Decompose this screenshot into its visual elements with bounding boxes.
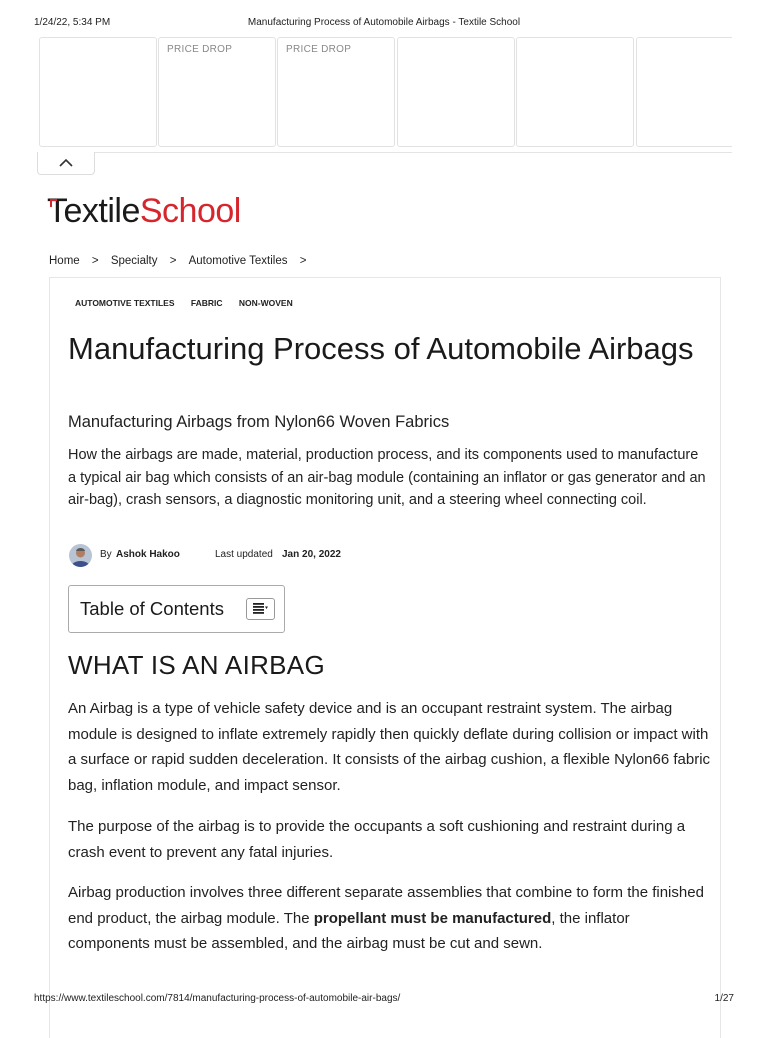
chevron-right-icon: > — [169, 255, 177, 267]
paragraph: An Airbag is a type of vehicle safety device and is an occupant restraint system. The airbag module is designed to inflate extremely rapidly then quickly deflate during collision or impact with a surface or rapid sudden deceleration. It consists of the airbag cushion, a flexible Nylon66 fabric bag, inflation module, and impact sensor. — [68, 700, 711, 794]
ad-card[interactable] — [397, 37, 515, 147]
tag-automotive-textiles[interactable]: AUTOMOTIVE TEXTILES — [75, 298, 175, 308]
breadcrumb-home[interactable]: Home — [49, 255, 80, 267]
ad-card[interactable] — [636, 37, 732, 147]
print-date: 1/24/22, 5:34 PM — [34, 17, 111, 28]
page-number: 1/27 — [714, 993, 734, 1004]
ad-card[interactable] — [39, 37, 157, 147]
print-footer — [34, 993, 734, 1007]
ad-tag: PRICE DROP — [167, 44, 233, 55]
article-excerpt: How the airbags are made, material, production process, and its components used to manufacture a typical air bag which consists of an air-bag module (containing an inflator or gas generator and an air-bag), crash sensors, a diagnostic monitoring unit, and a steering wheel connecting coil. — [68, 447, 706, 508]
logo-text-school: School — [139, 192, 241, 230]
logo-text-textile: Textile — [47, 192, 140, 230]
print-header — [34, 17, 734, 31]
site-logo[interactable] — [47, 192, 241, 231]
print-page-title: Manufacturing Process of Automobile Airbags - Textile School — [247, 17, 521, 28]
ad-card[interactable] — [158, 37, 276, 147]
ad-strip — [39, 37, 732, 147]
article-subtitle: Manufacturing Airbags from Nylon66 Woven Fabrics — [68, 413, 450, 431]
print-url: https://www.textileschool.com/7814/manufacturing-process-of-automobile-air-bags/ — [34, 993, 401, 1004]
table-of-contents[interactable] — [68, 585, 285, 633]
article-tags — [75, 298, 307, 308]
ad-card[interactable] — [516, 37, 634, 147]
breadcrumb — [49, 255, 315, 267]
list-toggle-icon — [253, 603, 268, 614]
tag-non-woven[interactable]: NON-WOVEN — [238, 298, 293, 308]
ad-card[interactable] — [277, 37, 395, 147]
ad-tag: PRICE DROP — [286, 44, 352, 55]
updated-label: Last updated — [215, 549, 273, 560]
tag-fabric[interactable]: FABRIC — [190, 298, 223, 308]
author-name[interactable]: Ashok Hakoo — [116, 549, 180, 560]
paragraph-text: , the inflator components must be assembled, and the airbag must be cut and sewn. — [68, 909, 630, 952]
chevron-up-icon — [59, 158, 73, 167]
author-photo — [69, 544, 92, 567]
article-title: Manufacturing Process of Automobile Airbags — [68, 331, 694, 366]
paragraph-bold-text: propellant must be manufactured — [313, 909, 552, 927]
paragraph: The purpose of the airbag is to provide the occupants a soft cushioning and restraint during a crash event to prevent any fatal injuries. — [68, 818, 686, 861]
collapse-ads-button[interactable] — [37, 152, 95, 175]
toc-toggle-button[interactable] — [246, 598, 275, 620]
paragraph — [68, 880, 713, 957]
section-heading: WHAT IS AN AIRBAG — [68, 650, 325, 680]
avatar[interactable] — [69, 544, 92, 567]
updated-date: Jan 20, 2022 — [282, 549, 341, 560]
toc-title: Table of Contents — [80, 598, 224, 619]
breadcrumb-specialty[interactable]: Specialty — [110, 255, 158, 267]
breadcrumb-automotive-textiles[interactable]: Automotive Textiles — [188, 255, 288, 267]
ad-divider — [39, 152, 732, 153]
chevron-right-icon: > — [91, 255, 99, 267]
chevron-right-icon: > — [299, 255, 307, 267]
paragraph-text: Airbag production involves three different separate assemblies that combine to form the finished end product, the airbag module. The — [68, 884, 704, 927]
author-prefix: By — [100, 549, 112, 560]
logo-mark-icon — [50, 199, 57, 207]
